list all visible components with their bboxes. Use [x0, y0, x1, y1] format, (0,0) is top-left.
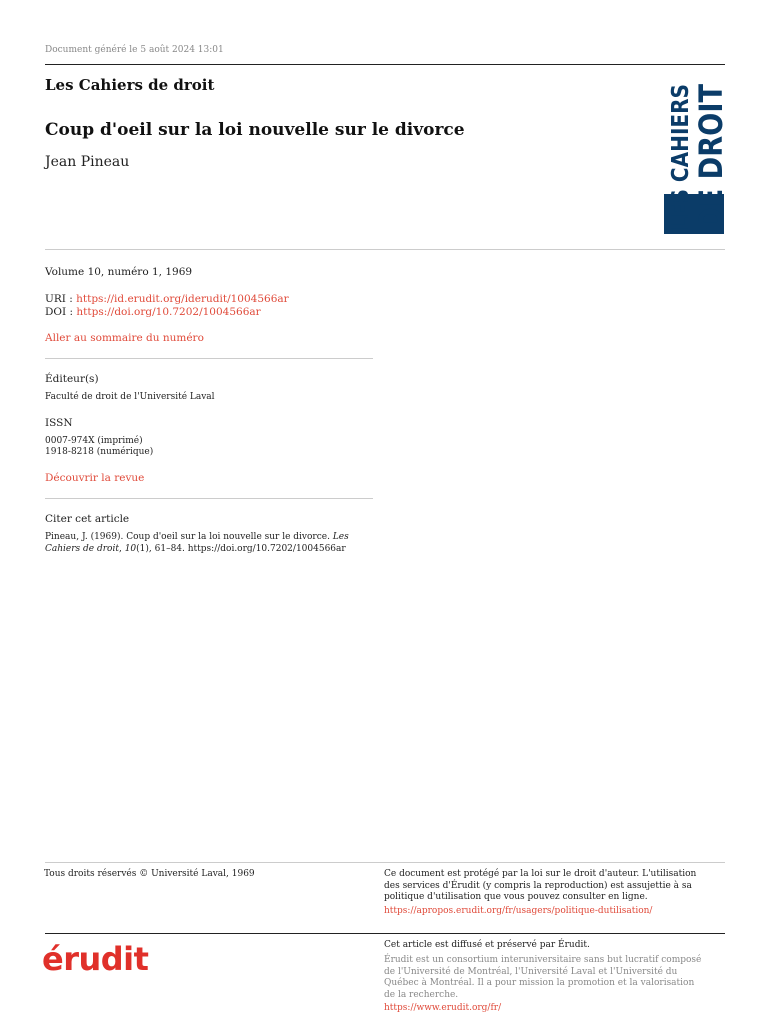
footer-rule: [45, 862, 725, 863]
doi-label: DOI :: [45, 306, 77, 318]
logo-line1: LES CAHIERS: [668, 62, 694, 230]
erudit-logo: érudit: [42, 940, 149, 978]
sommaire-link[interactable]: Aller au sommaire du numéro: [45, 332, 204, 344]
citer-heading: Citer cet article: [45, 513, 130, 525]
doi-line: [45, 306, 261, 318]
consortium-notice: Érudit est un consortium interuniversitaire sans but lucratif composé de l'Université de Montréal, l'Université Laval et l'Université du Québec à Montréal. Il a pour mission la promotion et la valorisation de la recherche. https://www.erudit.org/fr/: [384, 955, 704, 1015]
diffusion-notice: Cet article est diffusé et préservé par Érudit.: [384, 940, 590, 950]
rights-statement: Tous droits réservés © Université Laval, 1969: [44, 869, 255, 879]
logo-line2: DE DROIT: [692, 58, 730, 230]
citation-volume: 10: [124, 544, 137, 554]
uri-label: URI :: [45, 293, 77, 305]
middle-rule: [45, 249, 725, 250]
copyright-notice: Ce document est protégé par la loi sur le droit d'auteur. L'utilisation des services d'Érudit (y compris la reproduction) est assujettie à sa politique d'utilisation que vous pouvez consulter en ligne. https://apropos.erudit.org/fr/usagers/politique-dutilisation/: [384, 869, 704, 917]
editeur-value: Faculté de droit de l'Université Laval: [45, 392, 215, 402]
journal-name: Les Cahiers de droit: [45, 76, 215, 94]
generated-date: Document généré le 5 août 2024 13:01: [45, 45, 224, 55]
top-rule: [45, 64, 725, 65]
article-author: Jean Pineau: [45, 154, 130, 170]
policy-link[interactable]: https://apropos.erudit.org/fr/usagers/politique-dutilisation/: [384, 905, 653, 916]
editeur-heading: Éditeur(s): [45, 373, 99, 385]
section-divider: [45, 498, 373, 499]
doi-link[interactable]: https://doi.org/10.7202/1004566ar: [76, 306, 261, 318]
citation-text: Pineau, J. (1969). Coup d'oeil sur la loi nouvelle sur le divorce. Les Cahiers de droit, 10(1), 61–84. https://doi.org/10.7202/1004566ar: [45, 532, 349, 554]
footer-rule-dark: [45, 933, 725, 934]
volume-info: Volume 10, numéro 1, 1969: [45, 266, 193, 278]
citation-journal: Les Cahiers de droit: [45, 532, 349, 554]
revue-link[interactable]: Découvrir la revue: [45, 472, 145, 484]
issn-print: 0007-974X (imprimé): [45, 436, 143, 446]
issn-digital: 1918-8218 (numérique): [45, 447, 154, 457]
uri-line: [45, 293, 289, 305]
uri-link[interactable]: https://id.erudit.org/iderudit/1004566ar: [76, 293, 289, 305]
cahiers-de-droit-logo: [664, 58, 730, 234]
article-title: Coup d'oeil sur la loi nouvelle sur le divorce: [45, 120, 465, 140]
issn-heading: ISSN: [45, 417, 73, 429]
section-divider: [45, 358, 373, 359]
erudit-link[interactable]: https://www.erudit.org/fr/: [384, 1003, 502, 1013]
